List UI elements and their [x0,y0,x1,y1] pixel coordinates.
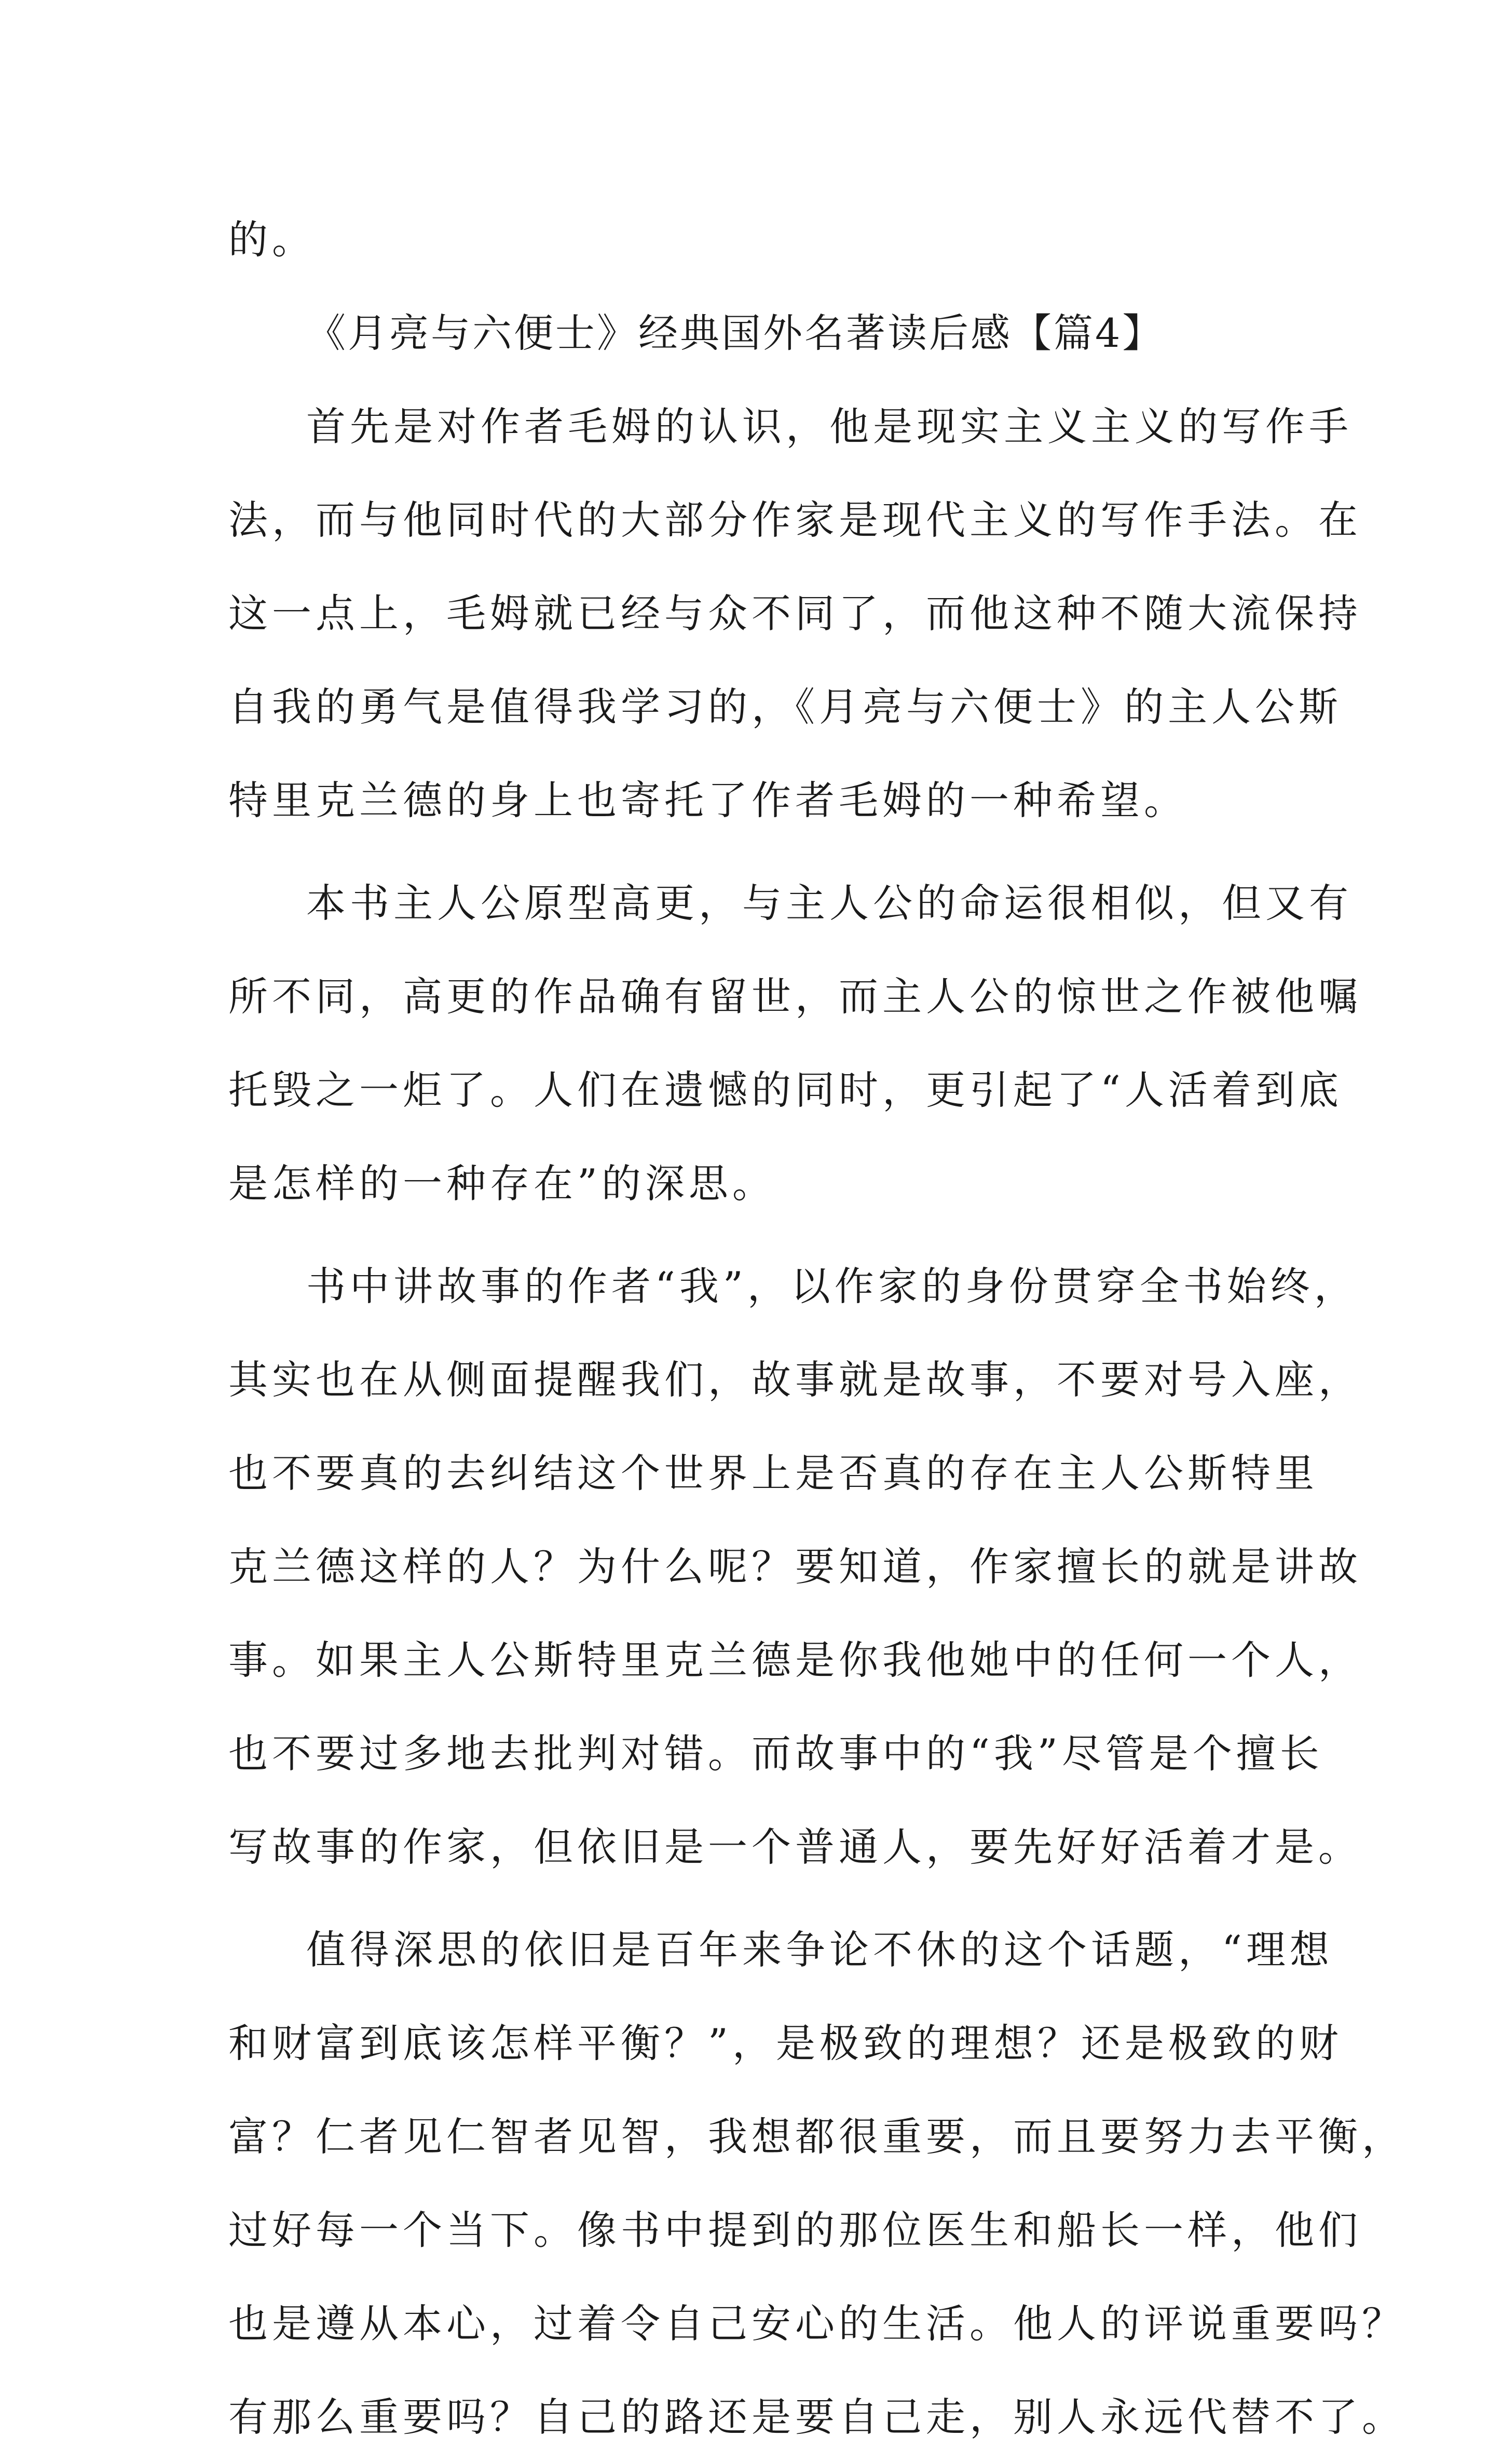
paragraph-line: 克兰德这样的人？为什么呢？要知道，作家擅长的就是讲故 [228,1544,1362,1590]
paragraph-line: 首先是对作者毛姆的认识，他是现实主义主义的写作手 [306,403,1353,450]
paragraph-line: 特里克兰德的身上也寄托了作者毛姆的一种希望。 [228,777,1187,823]
paragraph-prototype [228,857,1362,1230]
paragraph-author-intro [228,380,1362,847]
paragraph-line: 过好每一个当下。像书中提到的那位医生和船长一样，他们 [228,2207,1362,2253]
paragraph-line: 是怎样的一种存在”的深思。 [228,1160,776,1207]
paragraph-line: 也是遵从本心，过着令自己安心的生活。他人的评说重要吗？ [228,2300,1405,2347]
paragraph-line: 其实也在从侧面提醒我们，故事就是故事，不要对号入座， [228,1357,1362,1403]
paragraph-line: 有那么重要吗？自己的路还是要自己走，别人永远代替不了。 [228,2394,1405,2440]
paragraph-line: 事。如果主人公斯特里克兰德是你我他她中的任何一个人， [228,1637,1362,1683]
paragraph-line: 托毁之一炬了。人们在遗憾的同时，更引起了“人活着到底 [228,1067,1343,1113]
paragraph-line: 书中讲故事的作者“我”，以作家的身份贯穿全书始终， [306,1263,1358,1309]
paragraph-line: 本书主人公原型高更，与主人公的命运很相似，但又有 [306,880,1353,926]
document-body [228,193,1405,2464]
continuation-line: 的。 [228,216,316,263]
paragraph-line: 值得深思的依旧是百年来争论不休的这个话题，“理想 [306,1927,1333,1973]
paragraph-line: 也不要真的去纠结这个世界上是否真的存在主人公斯特里 [228,1450,1318,1496]
paragraph-ideal-wealth [228,1903,1405,2464]
paragraph-line: 自我的勇气是值得我学习的，《月亮与六便士》的主人公斯 [228,684,1342,730]
paragraph-line: 也不要过多地去批判对错。而故事中的“我”尽管是个擅长 [228,1730,1323,1777]
paragraph-line: 法，而与他同时代的大部分作家是现代主义的写作手法。在 [228,497,1362,543]
paragraph-line: 和财富到底该怎样平衡？”，是极致的理想？还是极致的财 [228,2020,1343,2066]
paragraph-line: 所不同，高更的作品确有留世，而主人公的惊世之作被他嘱 [228,973,1362,1020]
paragraph-line: 这一点上，毛姆就已经与众不同了，而他这种不随大流保持 [228,590,1362,637]
paragraph-narrator [228,1240,1362,1894]
paragraph-line: 富？仁者见仁智者见智，我想都很重要，而且要努力去平衡， [228,2114,1405,2160]
paragraph-line: 写故事的作家，但依旧是一个普通人，要先好好活着才是。 [228,1824,1362,1870]
section-heading: 《月亮与六便士》经典国外名著读后感【篇4】 [306,310,1164,356]
